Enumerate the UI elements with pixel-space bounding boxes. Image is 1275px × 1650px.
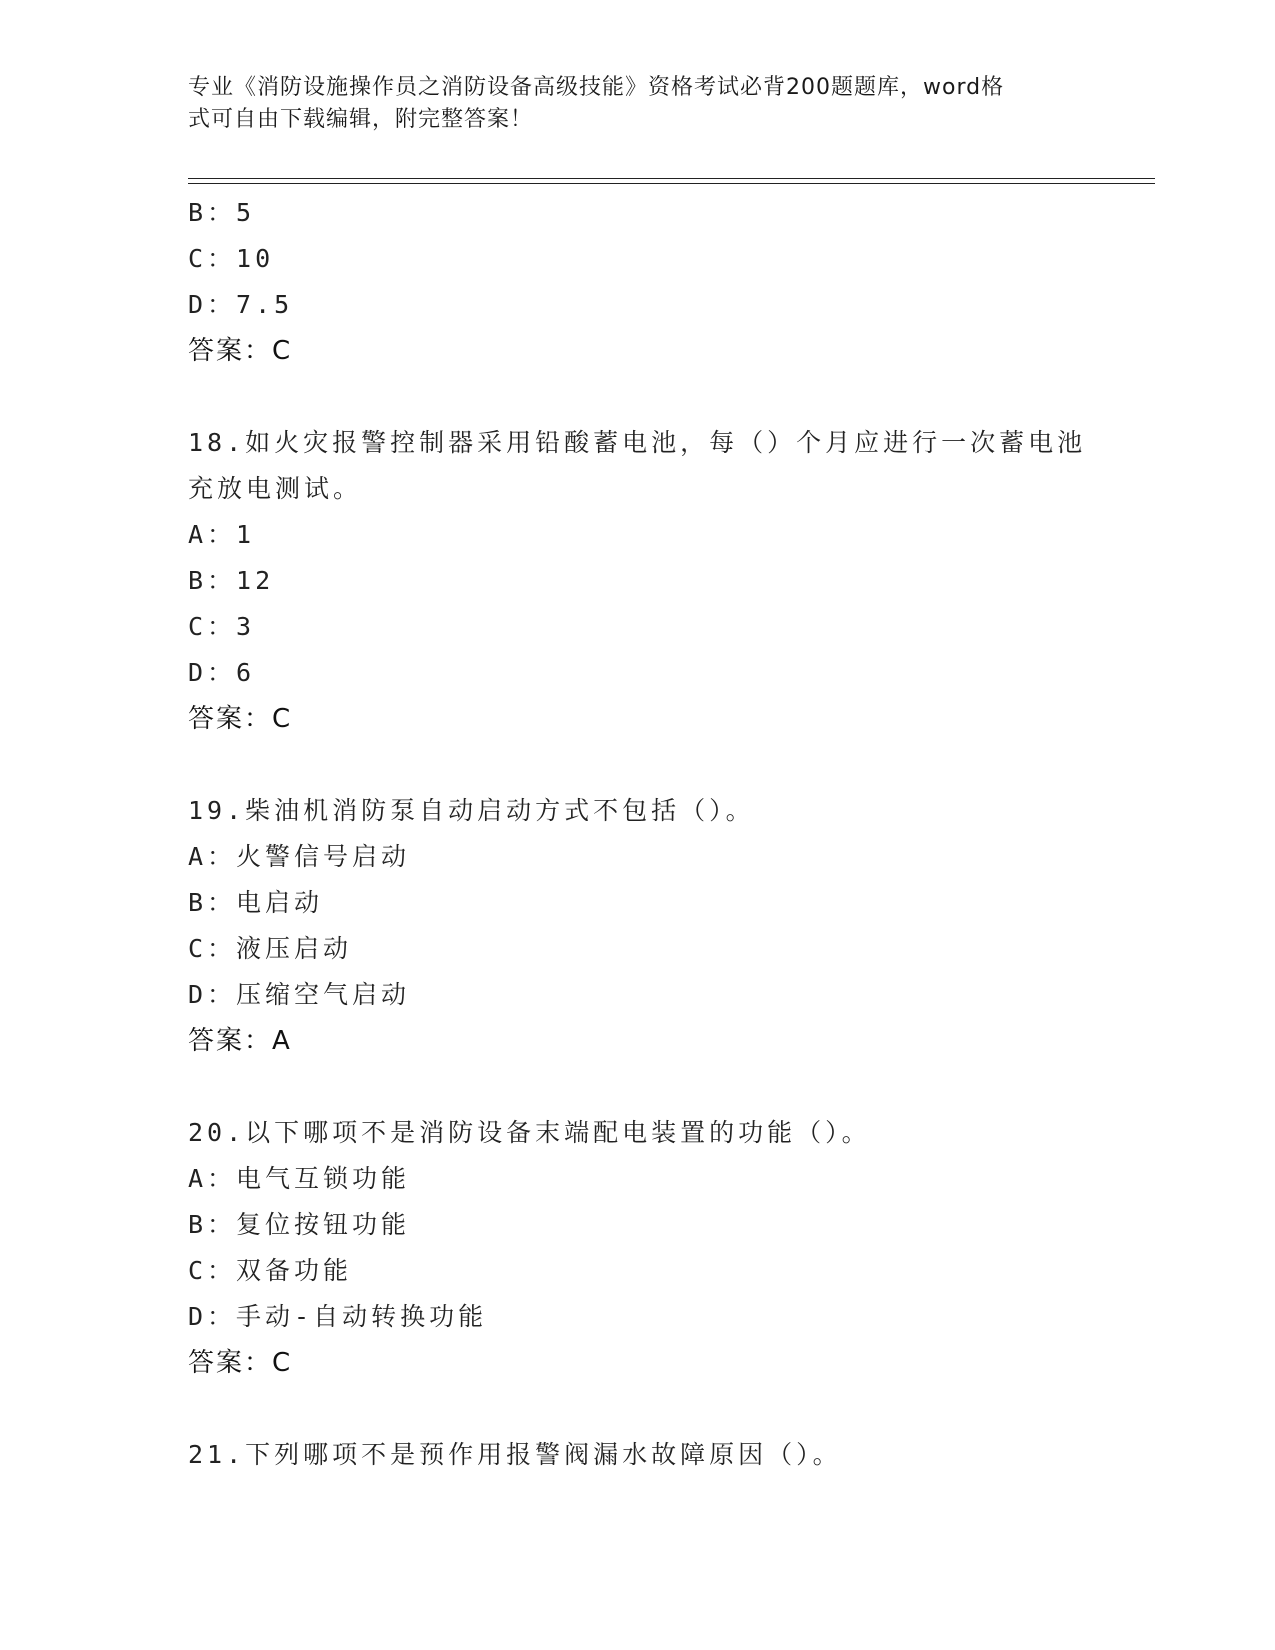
- spacer: [188, 374, 1088, 420]
- question-stem: 18.如火灾报警控制器采用铅酸蓄电池，每（）个月应进行一次蓄电池: [188, 428, 1087, 457]
- header-line-2: 式可自由下载编辑，附完整答案！: [188, 107, 534, 132]
- header-divider-bottom: [188, 183, 1155, 184]
- option-c: C：液压启动: [188, 934, 353, 963]
- question-stem-continued: 充放电测试。: [188, 474, 363, 503]
- option-b: B：电启动: [188, 888, 324, 917]
- option-b: B：复位按钮功能: [188, 1210, 411, 1239]
- option-c: C：双备功能: [188, 1256, 353, 1285]
- question-17-continued: [188, 190, 1088, 374]
- option-d: D：手动-自动转换功能: [188, 1302, 488, 1331]
- question-21: [188, 1432, 1088, 1478]
- option-c: C：10: [188, 244, 275, 273]
- option-a: A：1: [188, 520, 256, 549]
- question-18: [188, 420, 1088, 742]
- option-d: D：6: [188, 658, 256, 687]
- document-header: [188, 72, 1088, 136]
- answer-line: 答案：C: [188, 336, 293, 366]
- option-b: B：12: [188, 566, 275, 595]
- option-c: C：3: [188, 612, 256, 641]
- answer-line: 答案：A: [188, 1026, 292, 1056]
- spacer: [188, 742, 1088, 788]
- answer-line: 答案：C: [188, 704, 293, 734]
- header-divider-top: [188, 178, 1155, 179]
- spacer: [188, 1064, 1088, 1110]
- question-20: [188, 1110, 1088, 1386]
- option-d: D：压缩空气启动: [188, 980, 411, 1009]
- question-stem: 21.下列哪项不是预作用报警阀漏水故障原因（）。: [188, 1440, 842, 1469]
- header-line-1: 专业《消防设施操作员之消防设备高级技能》资格考试必背200题题库，word格: [188, 75, 1005, 100]
- question-list: [188, 190, 1088, 1478]
- question-19: [188, 788, 1088, 1064]
- answer-line: 答案：C: [188, 1348, 293, 1378]
- option-a: A：电气互锁功能: [188, 1164, 411, 1193]
- question-stem: 20.以下哪项不是消防设备末端配电装置的功能（）。: [188, 1118, 871, 1147]
- spacer: [188, 1386, 1088, 1432]
- question-stem: 19.柴油机消防泵自动启动方式不包括（）。: [188, 796, 755, 825]
- option-b: B：5: [188, 198, 256, 227]
- option-d: D：7.5: [188, 290, 294, 319]
- option-a: A：火警信号启动: [188, 842, 411, 871]
